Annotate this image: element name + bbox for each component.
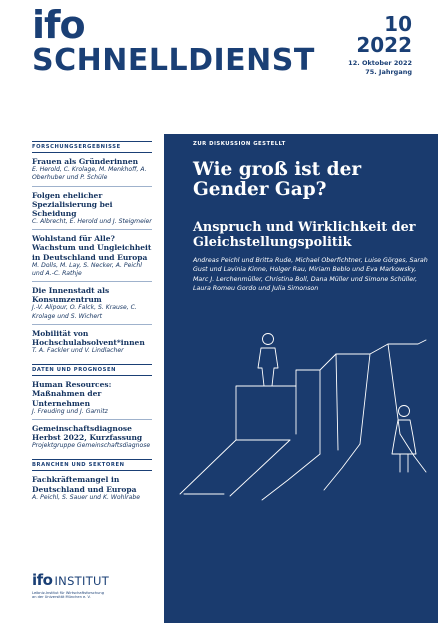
feature-kicker: ZUR DISKUSSION GESTELLT bbox=[193, 141, 286, 147]
list-item[interactable] bbox=[32, 230, 152, 282]
article-authors: T. A. Fackler und V. Lindlacher bbox=[32, 347, 124, 355]
issue-volume: 75. Jahrgang bbox=[365, 68, 412, 76]
article-authors: A. Peichl, S. Sauer und K. Wohlrabe bbox=[32, 493, 141, 501]
article-title: Wohlstand für Alle? Wachstum und Ungleichheit in Deutschland und Europa bbox=[32, 234, 152, 262]
article-authors: J.-V. Alipour, O. Falck, S. Krause, C. Krolage und S. Wichert bbox=[32, 304, 137, 320]
logo-subline-2: an der Universität München e. V. bbox=[32, 595, 91, 600]
feature-panel bbox=[164, 134, 438, 623]
ifo-institut-logo bbox=[32, 571, 109, 600]
logo-subline-1: Leibniz-Institut für Wirtschaftsforschung bbox=[32, 591, 104, 595]
article-title: Human Resources: Maßnahmen der Unternehmen bbox=[32, 380, 112, 408]
list-item[interactable] bbox=[32, 376, 152, 420]
list-item[interactable] bbox=[32, 187, 152, 231]
article-title: Gemeinschaftsdiagnose Herbst 2022, Kurzfassung bbox=[32, 423, 143, 443]
list-item[interactable] bbox=[32, 282, 152, 325]
section-heading: DATEN UND PROGNOSEN bbox=[32, 364, 152, 376]
toc-section-research bbox=[32, 141, 152, 358]
masthead-publication: SCHNELLDIENST bbox=[32, 43, 315, 78]
article-authors: C. Albrecht, E. Herold und J. Steigmeier bbox=[32, 218, 152, 225]
article-title: Mobilität von Hochschulabsolvent*innen bbox=[32, 328, 145, 347]
article-authors: Projektgruppe Gemeinschaftsdiagnose bbox=[32, 442, 151, 450]
issue-info bbox=[348, 14, 412, 76]
issue-date: 12. Oktober 2022 bbox=[348, 59, 412, 67]
issue-number: 10 bbox=[384, 12, 412, 36]
section-heading: BRANCHEN UND SEKTOREN bbox=[32, 459, 152, 471]
toc-section-sectors bbox=[32, 459, 152, 505]
feature-subtitle: Anspruch und Wirklichkeit der Gleichstellungspolitik bbox=[193, 220, 416, 250]
logo-wordmark bbox=[32, 571, 109, 589]
article-authors: J. Freuding und J. Garnitz bbox=[32, 407, 108, 415]
logo-word: INSTITUT bbox=[54, 574, 110, 588]
article-title: Fachkräftemangel in Deutschland und Europa bbox=[32, 475, 137, 494]
masthead-brand: ifo bbox=[32, 3, 85, 47]
table-of-contents bbox=[32, 141, 152, 511]
article-title: Frauen als Gründerinnen bbox=[32, 157, 139, 166]
logo-brand: ifo bbox=[32, 571, 53, 589]
list-item[interactable] bbox=[32, 153, 152, 187]
article-authors: E. Herold, C. Krolage, M. Menkhoff, A. Oberhuber und P. Schüle bbox=[32, 166, 147, 182]
feature-authors: Andreas Peichl und Britta Rude, Michael Oberfichtner, Luise Görges, Sarah Gust und Lavinia Kinne, Holger Rau, Miriam Beblo und Eva Markowsky, Marc J. Lerchenmüller, Christina Boll, Dana Müller und Simone Schüller, Laura Romeu Gordo und Julia Simonson bbox=[193, 257, 428, 292]
article-authors: M. Dolls, M. Lay, S. Necker, A. Peichl und A.-C. Rathje bbox=[32, 261, 142, 277]
toc-section-data bbox=[32, 364, 152, 453]
list-item[interactable] bbox=[32, 471, 152, 505]
masthead-title bbox=[32, 3, 315, 78]
list-item[interactable] bbox=[32, 420, 152, 454]
article-title: Die Innenstadt als Konsumzentrum bbox=[32, 286, 110, 305]
list-item[interactable] bbox=[32, 325, 152, 359]
staircase-illustration bbox=[164, 134, 438, 623]
article-title: Folgen ehelicher Spezialisierung bei Scheidung bbox=[32, 190, 113, 218]
feature-title: Wie groß ist der Gender Gap? bbox=[193, 159, 362, 200]
section-heading: FORSCHUNGSERGEBNISSE bbox=[32, 141, 152, 153]
issue-year: 2022 bbox=[356, 33, 412, 57]
